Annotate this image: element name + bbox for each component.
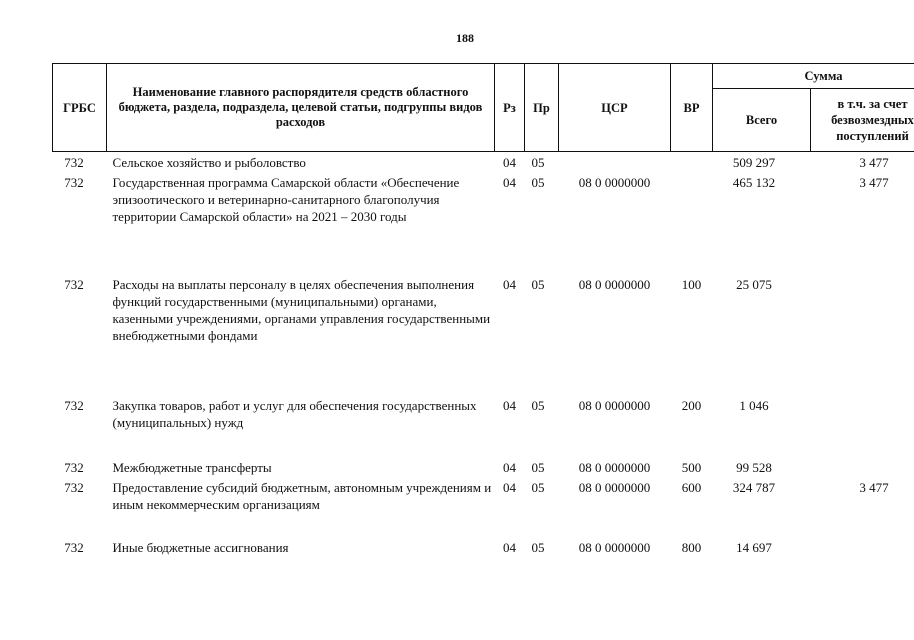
header-pr: Пр — [525, 64, 559, 152]
header-sum: Сумма — [713, 64, 914, 89]
table-row — [53, 276, 914, 397]
cell-pr: 05 — [531, 460, 545, 475]
cell-csr: 08 0 0000000 — [578, 460, 651, 475]
cell-name: Закупка товаров, работ и услуг для обеспечения государственных (муниципальных) нужд — [112, 398, 477, 430]
cell-total: 1 046 — [739, 398, 769, 413]
header-total: Всего — [713, 89, 811, 152]
cell-pr: 05 — [531, 480, 545, 495]
cell-name: Межбюджетные трансферты — [112, 460, 272, 475]
cell-free: 3 477 — [859, 175, 889, 190]
table-row — [53, 539, 914, 559]
cell-vr: 800 — [681, 540, 702, 555]
cell-grbs: 732 — [64, 540, 84, 555]
cell-free: 3 477 — [859, 480, 889, 495]
table-header — [53, 64, 914, 152]
cell-csr: 08 0 0000000 — [578, 398, 651, 413]
cell-total: 509 297 — [732, 155, 776, 170]
cell-name: Предоставление субсидий бюджетным, автономным учреждениям и иным некоммерческим организациям — [112, 480, 492, 512]
cell-vr: 100 — [681, 277, 702, 292]
header-name: Наименование главного распорядителя средств областного бюджета, раздела, подраздела, целевой статьи, подгруппы видов расходов — [107, 64, 495, 152]
cell-total: 324 787 — [732, 480, 776, 495]
header-free: в т.ч. за счет безвозмездных поступлений — [811, 89, 914, 152]
cell-rz: 04 — [503, 540, 516, 555]
cell-rz: 04 — [503, 277, 516, 292]
cell-rz: 04 — [503, 398, 516, 413]
cell-free: 3 477 — [859, 155, 889, 170]
cell-rz: 04 — [503, 175, 516, 190]
header-csr: ЦСР — [559, 64, 671, 152]
cell-name: Сельское хозяйство и рыболовство — [112, 155, 306, 170]
cell-total: 465 132 — [732, 175, 776, 190]
cell-name: Государственная программа Самарской области «Обеспечение эпизоотического и ветеринарно-санитарного благополучия территории Самарской области» на 2021 – 2030 годы — [112, 175, 460, 224]
cell-pr: 05 — [531, 540, 545, 555]
cell-rz: 04 — [503, 460, 516, 475]
cell-name: Иные бюджетные ассигнования — [112, 540, 289, 555]
cell-csr: 08 0 0000000 — [578, 480, 651, 495]
cell-csr: 08 0 0000000 — [578, 540, 651, 555]
cell-grbs: 732 — [64, 480, 84, 495]
cell-csr — [559, 152, 671, 175]
cell-free — [811, 397, 914, 459]
cell-free — [811, 539, 914, 559]
cell-grbs: 732 — [64, 155, 84, 170]
header-vr: ВР — [671, 64, 713, 152]
cell-grbs: 732 — [64, 398, 84, 413]
cell-pr: 05 — [531, 175, 545, 190]
cell-rz: 04 — [503, 480, 516, 495]
table-row — [53, 479, 914, 539]
cell-total: 25 075 — [736, 277, 772, 292]
cell-free — [811, 276, 914, 397]
table-row — [53, 459, 914, 479]
cell-rz: 04 — [503, 155, 516, 170]
cell-vr: 500 — [681, 460, 702, 475]
cell-csr: 08 0 0000000 — [578, 175, 651, 190]
table-row — [53, 174, 914, 276]
header-rz: Рз — [495, 64, 525, 152]
cell-pr: 05 — [531, 155, 545, 170]
page-number: 188 — [456, 31, 474, 45]
cell-grbs: 732 — [64, 175, 84, 190]
table-body — [53, 152, 914, 560]
cell-name: Расходы на выплаты персоналу в целях обеспечения выполнения функций государственными (муниципальными) органами, казенными учреждениями, органами управления государственными внебюджетными фондами — [112, 277, 491, 343]
budget-table — [52, 63, 914, 559]
cell-vr: 200 — [681, 398, 702, 413]
cell-pr: 05 — [531, 398, 545, 413]
cell-total: 99 528 — [736, 460, 772, 475]
cell-vr — [671, 152, 713, 175]
header-grbs: ГРБС — [53, 64, 107, 152]
cell-vr: 600 — [681, 480, 702, 495]
table-row — [53, 397, 914, 459]
cell-grbs: 732 — [64, 460, 84, 475]
cell-grbs: 732 — [64, 277, 84, 292]
cell-csr: 08 0 0000000 — [578, 277, 651, 292]
cell-total: 14 697 — [736, 540, 772, 555]
cell-vr — [671, 174, 713, 276]
table-row — [53, 152, 914, 175]
cell-pr: 05 — [531, 277, 545, 292]
cell-free — [811, 459, 914, 479]
